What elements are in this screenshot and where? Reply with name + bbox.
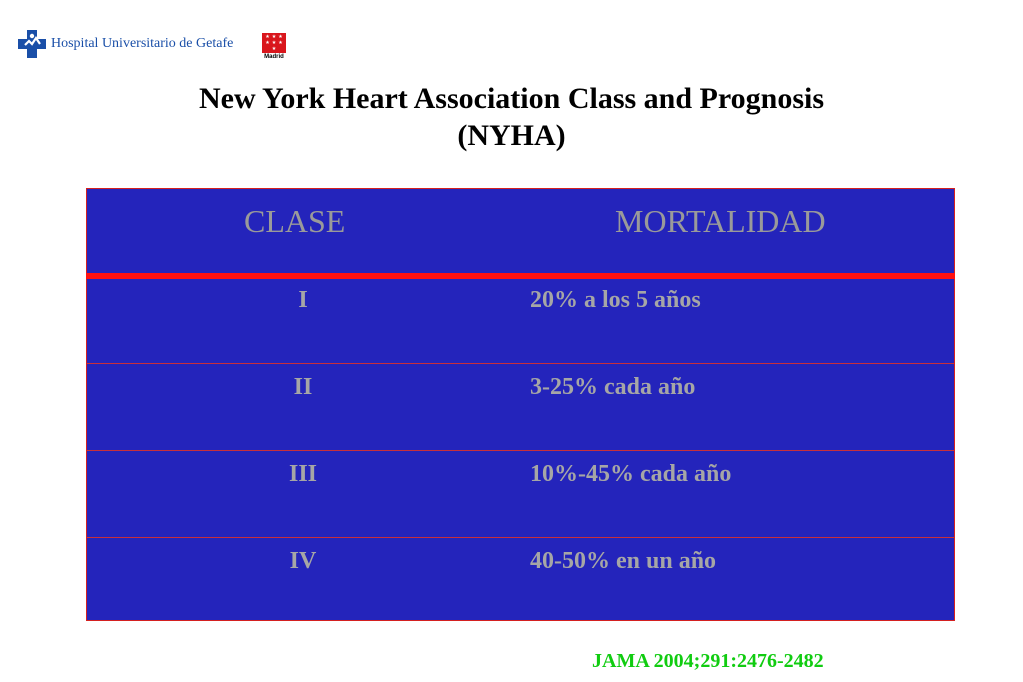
reference-citation: JAMA 2004;291:2476-2482 [592,650,824,672]
madrid-flag-icon: ★ ★ ★ ★ ★ ★ ★ [262,33,286,53]
header-separator [86,273,955,279]
table-row-2-mortalidad: 3-25% cada año [530,374,696,400]
title-line-2: (NYHA) [457,119,566,152]
table-row-1-mortalidad: 20% a los 5 años [530,287,701,313]
table-row-4-clase: IV [289,548,317,574]
hospital-logo [16,28,233,60]
table-row-4-mortalidad: 40-50% en un año [530,548,717,574]
hospital-cross-icon [16,28,48,60]
table-row-3-clase: III [288,461,318,487]
madrid-label: Madrid [264,54,284,60]
row-divider [87,363,954,364]
nyha-table [86,188,955,621]
title-line-1: New York Heart Association Class and Prognosis [198,82,825,115]
table-row-2-clase: II [293,374,313,400]
column-header-clase: CLASE [244,203,346,239]
row-divider [87,537,954,538]
table-row-3-mortalidad: 10%-45% cada año [530,461,732,487]
page-title [0,80,1023,154]
hospital-name: Hospital Universitario de Getafe [51,36,234,51]
column-header-mortalidad: MORTALIDAD [615,203,826,239]
row-divider [87,450,954,451]
madrid-logo [262,33,286,63]
table-row-1-clase: I [298,287,308,313]
